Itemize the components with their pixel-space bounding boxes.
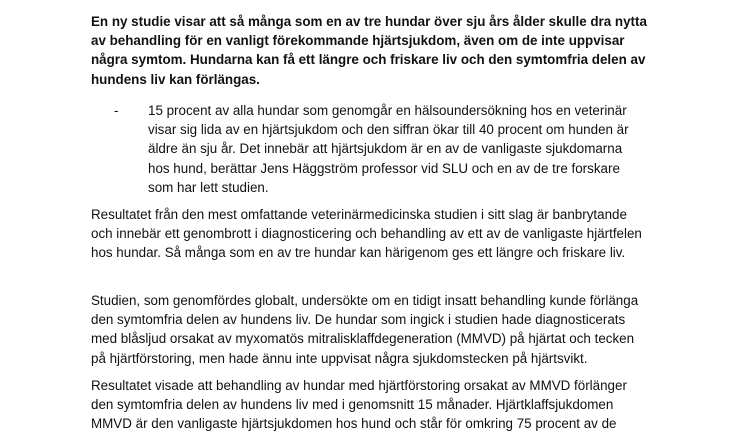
body-paragraph-outcome: Resultatet visade att behandling av hundar med hjärtförstoring orsakat av MMVD förlänger den symtomfria delen av hundens liv med i genomsnitt 15 månader. Hjärtklaffsjukdomen MMVD är den vanligaste hjärtsjukdomen hos hund och står för omkring 75 procent av de xyxy=(91,378,627,432)
body-paragraph-results: Resultatet från den mest omfattande veterinärmedicinska studien i sitt slag är banbrytande och innebär ett genombrott i diagnosticering och behandling av ett av de vanligaste hjärtfelen hos hundar. Så många som en av tre hundar kan härigenom ges ett längre och friskare liv. xyxy=(91,207,642,261)
bullet-paragraph: 15 procent av alla hundar som genomgår en hälsoundersökning hos en veterinär visar sig lida av en hjärtsjukdom och den siffran ökar till 40 procent om hunden är äldre än sju år. Det innebär att hjärtsjukdom är en av de vanligaste sjukdomarna hos hund, berättar Jens Häggström professor vid SLU och en av de tre forskare som har lett studien. xyxy=(148,103,629,195)
body-paragraph-study: Studien, som genomfördes globalt, undersökte om en tidigt insatt behandling kunde förlänga den symtomfria delen av hundens liv. De hundar som ingick i studien hade diagnosticerats med blåsljud orsakat av myxomatös mitralisklaffdegeneration (MMVD) på hjärtat och tecken på hjärtförstoring, men hade ännu inte uppvisat några sjukdomstecken på hjärtsvikt. xyxy=(91,293,639,366)
lead-paragraph: En ny studie visar att så många som en av tre hundar över sju års ålder skulle dra nytta av behandling för en vanligt förekommande hjärtsjukdom, även om de inte uppvisar några symtom. Hundarna kan få ett längre och friskare liv och den symtomfria delen av hundens liv kan förlängas. xyxy=(91,14,647,87)
bullet-marker: - xyxy=(114,103,119,118)
